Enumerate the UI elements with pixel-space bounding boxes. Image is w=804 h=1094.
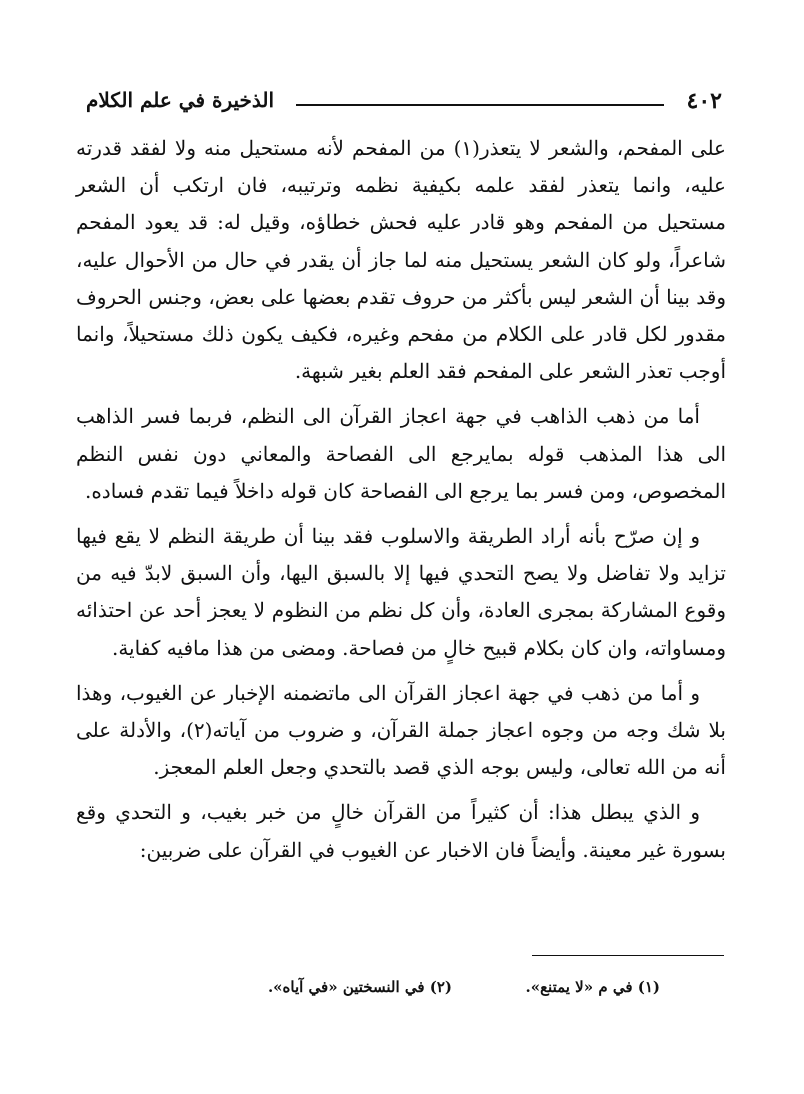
running-header xyxy=(86,84,722,120)
header-rule xyxy=(296,104,664,106)
footnote-2: (٢) في النسختين «في آياه». xyxy=(267,978,452,996)
running-title: الذخيرة في علم الكلام xyxy=(86,88,275,112)
footnote-1: (١) في م «لا يمتنع». xyxy=(525,978,660,996)
paragraph-3: و إن صرّح بأنه أراد الطريقة والاسلوب فقد بينا أن طريقة النظم لا يقع فيها تزايد ولا تفاضل ولا يصح التحدي فيها إلا بالسبق اليها، وأن السبق لابدّ فيه من وقوع المشاركة بمجرى العادة، وأن كل نظم من النظوم لا يعجز أحد عن احتذائه ومساواته، وان كان بكلام قبيح خالٍ من فصاحة. ومضى من هذا مافيه كفاية. xyxy=(76,524,726,660)
paragraph-4: و أما من ذهب في جهة اعجاز القرآن الى ماتضمنه الإخبار عن الغيوب، وهذا بلا شك وجه من وجوه اعجاز جملة القرآن، و ضروب من آياته(٢)، والأدلة على أنه من الله تعالى، وليس بوجه الذي قصد بالتحدي وجعل العلم المعجز. xyxy=(76,680,727,780)
page-number: ٤٠٢ xyxy=(686,88,722,114)
body-text xyxy=(76,130,726,877)
footnote-rule xyxy=(532,955,724,956)
paragraph-5: و الذي يبطل هذا: أن كثيراً من القرآن خالٍ من خبر بغيب، و التحدي وقع بسورة غير معينة. وأيضاً فان الاخبار عن الغيوب في القرآن على ضربين: xyxy=(76,800,726,862)
paragraph-1: على المفحم، والشعر لا يتعذر(١) من المفحم لأنه مستحيل منه ولا لفقد قدرته عليه، وانما يتعذر لفقد علمه بكيفية نظمه وترتيبه، فان ارتكب أن الشعر مستحيل من المفحم وهو قادر عليه فحش خطاؤه، وقيل له: قد يعود المفحم شاعراً، ولو كان الشعر يستحيل منه لما جاز أن يقدر في حال من الأحوال عليه، وقد بينا أن الشعر ليس بأكثر من حروف تقدم بعضها على بعض، وجنس الحروف مقدور لكل قادر على الكلام من مفحم وغيره، فكيف يكون ذلك مستحيلاً، وانما أوجب تعذر الشعر على المفحم فقد العلم بغير شبهة. xyxy=(76,136,726,384)
paragraph-2: أما من ذهب الذاهب في جهة اعجاز القرآن الى النظم، فربما فسر الذاهب الى هذا المذهب قوله بمايرجع الى الفصاحة والمعاني دون نفس النظم المخصوص، ومن فسر بما يرجع الى الفصاحة كان قوله داخلاً فيما تقدم فساده. xyxy=(76,404,726,503)
